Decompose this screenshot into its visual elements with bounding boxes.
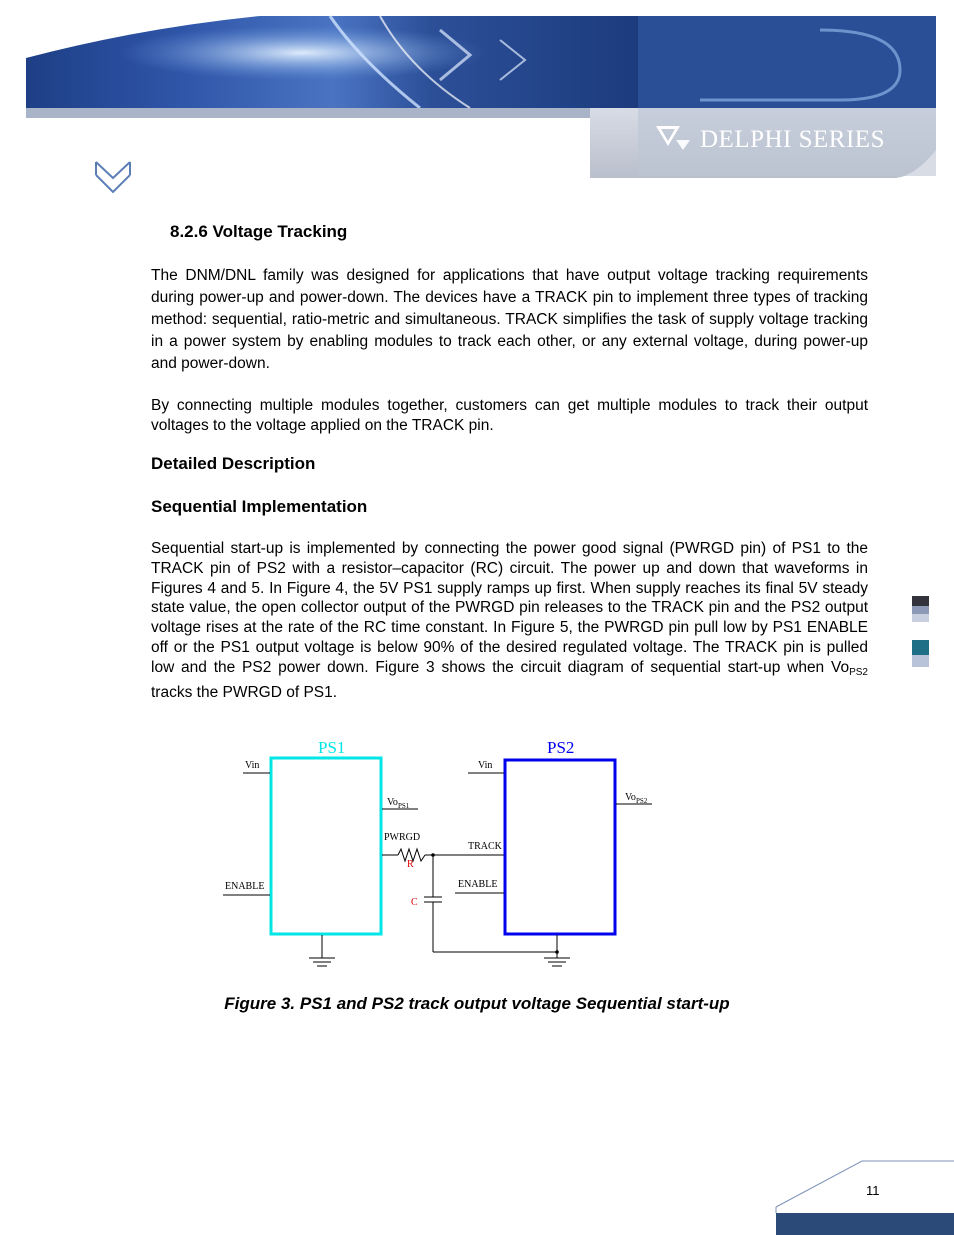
ps1-pwrgd-label: PWRGD bbox=[384, 832, 421, 843]
side-marker-light bbox=[912, 614, 929, 622]
footer-decoration bbox=[770, 1155, 954, 1235]
delta-chevron-icon bbox=[96, 162, 130, 192]
side-marker-mid bbox=[912, 606, 929, 614]
heading-detailed-description: Detailed Description bbox=[151, 454, 316, 473]
figure-caption: Figure 3. PS1 and PS2 track output voltage Sequential start-up bbox=[224, 994, 730, 1013]
section-title: 8.2.6 Voltage Tracking bbox=[170, 222, 348, 241]
paragraph-sequential bbox=[151, 539, 868, 702]
paragraph-intro bbox=[151, 265, 868, 375]
paragraph-modules bbox=[151, 396, 868, 436]
ps1-enable-label: ENABLE bbox=[225, 881, 265, 892]
side-marker-teal bbox=[912, 640, 929, 655]
page-number: 11 bbox=[866, 1183, 880, 1198]
ps2-vin-label: Vin bbox=[478, 760, 493, 771]
paragraph-sequential-tail: tracks the PWRGD of PS1. bbox=[151, 683, 338, 701]
capacitor-label: C bbox=[411, 897, 418, 908]
ps2-box bbox=[505, 760, 615, 934]
side-marker-pale bbox=[912, 655, 929, 667]
ps1-ground-icon bbox=[309, 935, 335, 966]
ps1-vin-label: Vin bbox=[245, 760, 260, 771]
ps2-track-label: TRACK bbox=[468, 841, 502, 852]
ps1-label: PS1 bbox=[318, 738, 346, 757]
ps1-box bbox=[271, 758, 381, 934]
vo-ps2-subscript: PS2 bbox=[849, 666, 868, 678]
banner-artwork bbox=[26, 16, 936, 178]
paragraph-intro-text: The DNM/DNL family was designed for applications that have output voltage tracking requirements during power-up and power-down. The devices have a TRACK pin to implement three types of tracking method: sequential, ratio-metric and simultaneous. TRACK simplifies the task of supply voltage tracking in a power system by enabling modules to track each other, or any external voltage, during power-up and power-down. bbox=[151, 267, 868, 372]
resistor-label: R bbox=[407, 859, 414, 870]
heading-sequential-implementation: Sequential Implementation bbox=[151, 497, 368, 516]
side-marker-dark bbox=[912, 596, 929, 606]
ps2-vo-label: $Vo_{PS2}$ bbox=[625, 792, 648, 805]
paragraph-sequential-text bbox=[151, 539, 868, 702]
brand-name: DELPHI SERIES bbox=[700, 126, 885, 153]
ps2-enable-label: ENABLE bbox=[458, 879, 498, 890]
paragraph-modules-text: By connecting multiple modules together, customers can get multiple modules to track their output voltages to the voltage applied on the TRACK pin. bbox=[151, 397, 868, 434]
header-banner bbox=[0, 0, 954, 200]
ps2-ground-icon bbox=[544, 935, 570, 966]
ps1-vo-label: $Vo_{PS1}$ bbox=[387, 797, 410, 810]
circuit-diagram bbox=[0, 730, 954, 980]
paragraph-sequential-main: Sequential start-up is implemented by connecting the power good signal (PWRGD pin) of PS1 to the TRACK pin of PS2 with a resistor–capacitor (RC) circuit. The power up and down that waveforms in Figures 4 and 5. In Figure 4, the 5V PS1 supply ramps up first. When supply reaches its final 5V steady state value, the open collector output of the PWRGD pin releases to the TRACK pin and the PS2 output voltage rises at the rate of the RC time constant. In Figure 5, the PWRGD pin pull low by PS1 ENABLE off or the PS1 output voltage is below 90% of the desired regulated voltage. The TRACK pin is pulled low and the PS2 power down. Figure 3 shows the circuit diagram of sequential start-up when Vo bbox=[151, 540, 868, 676]
ps2-label: PS2 bbox=[547, 738, 575, 757]
